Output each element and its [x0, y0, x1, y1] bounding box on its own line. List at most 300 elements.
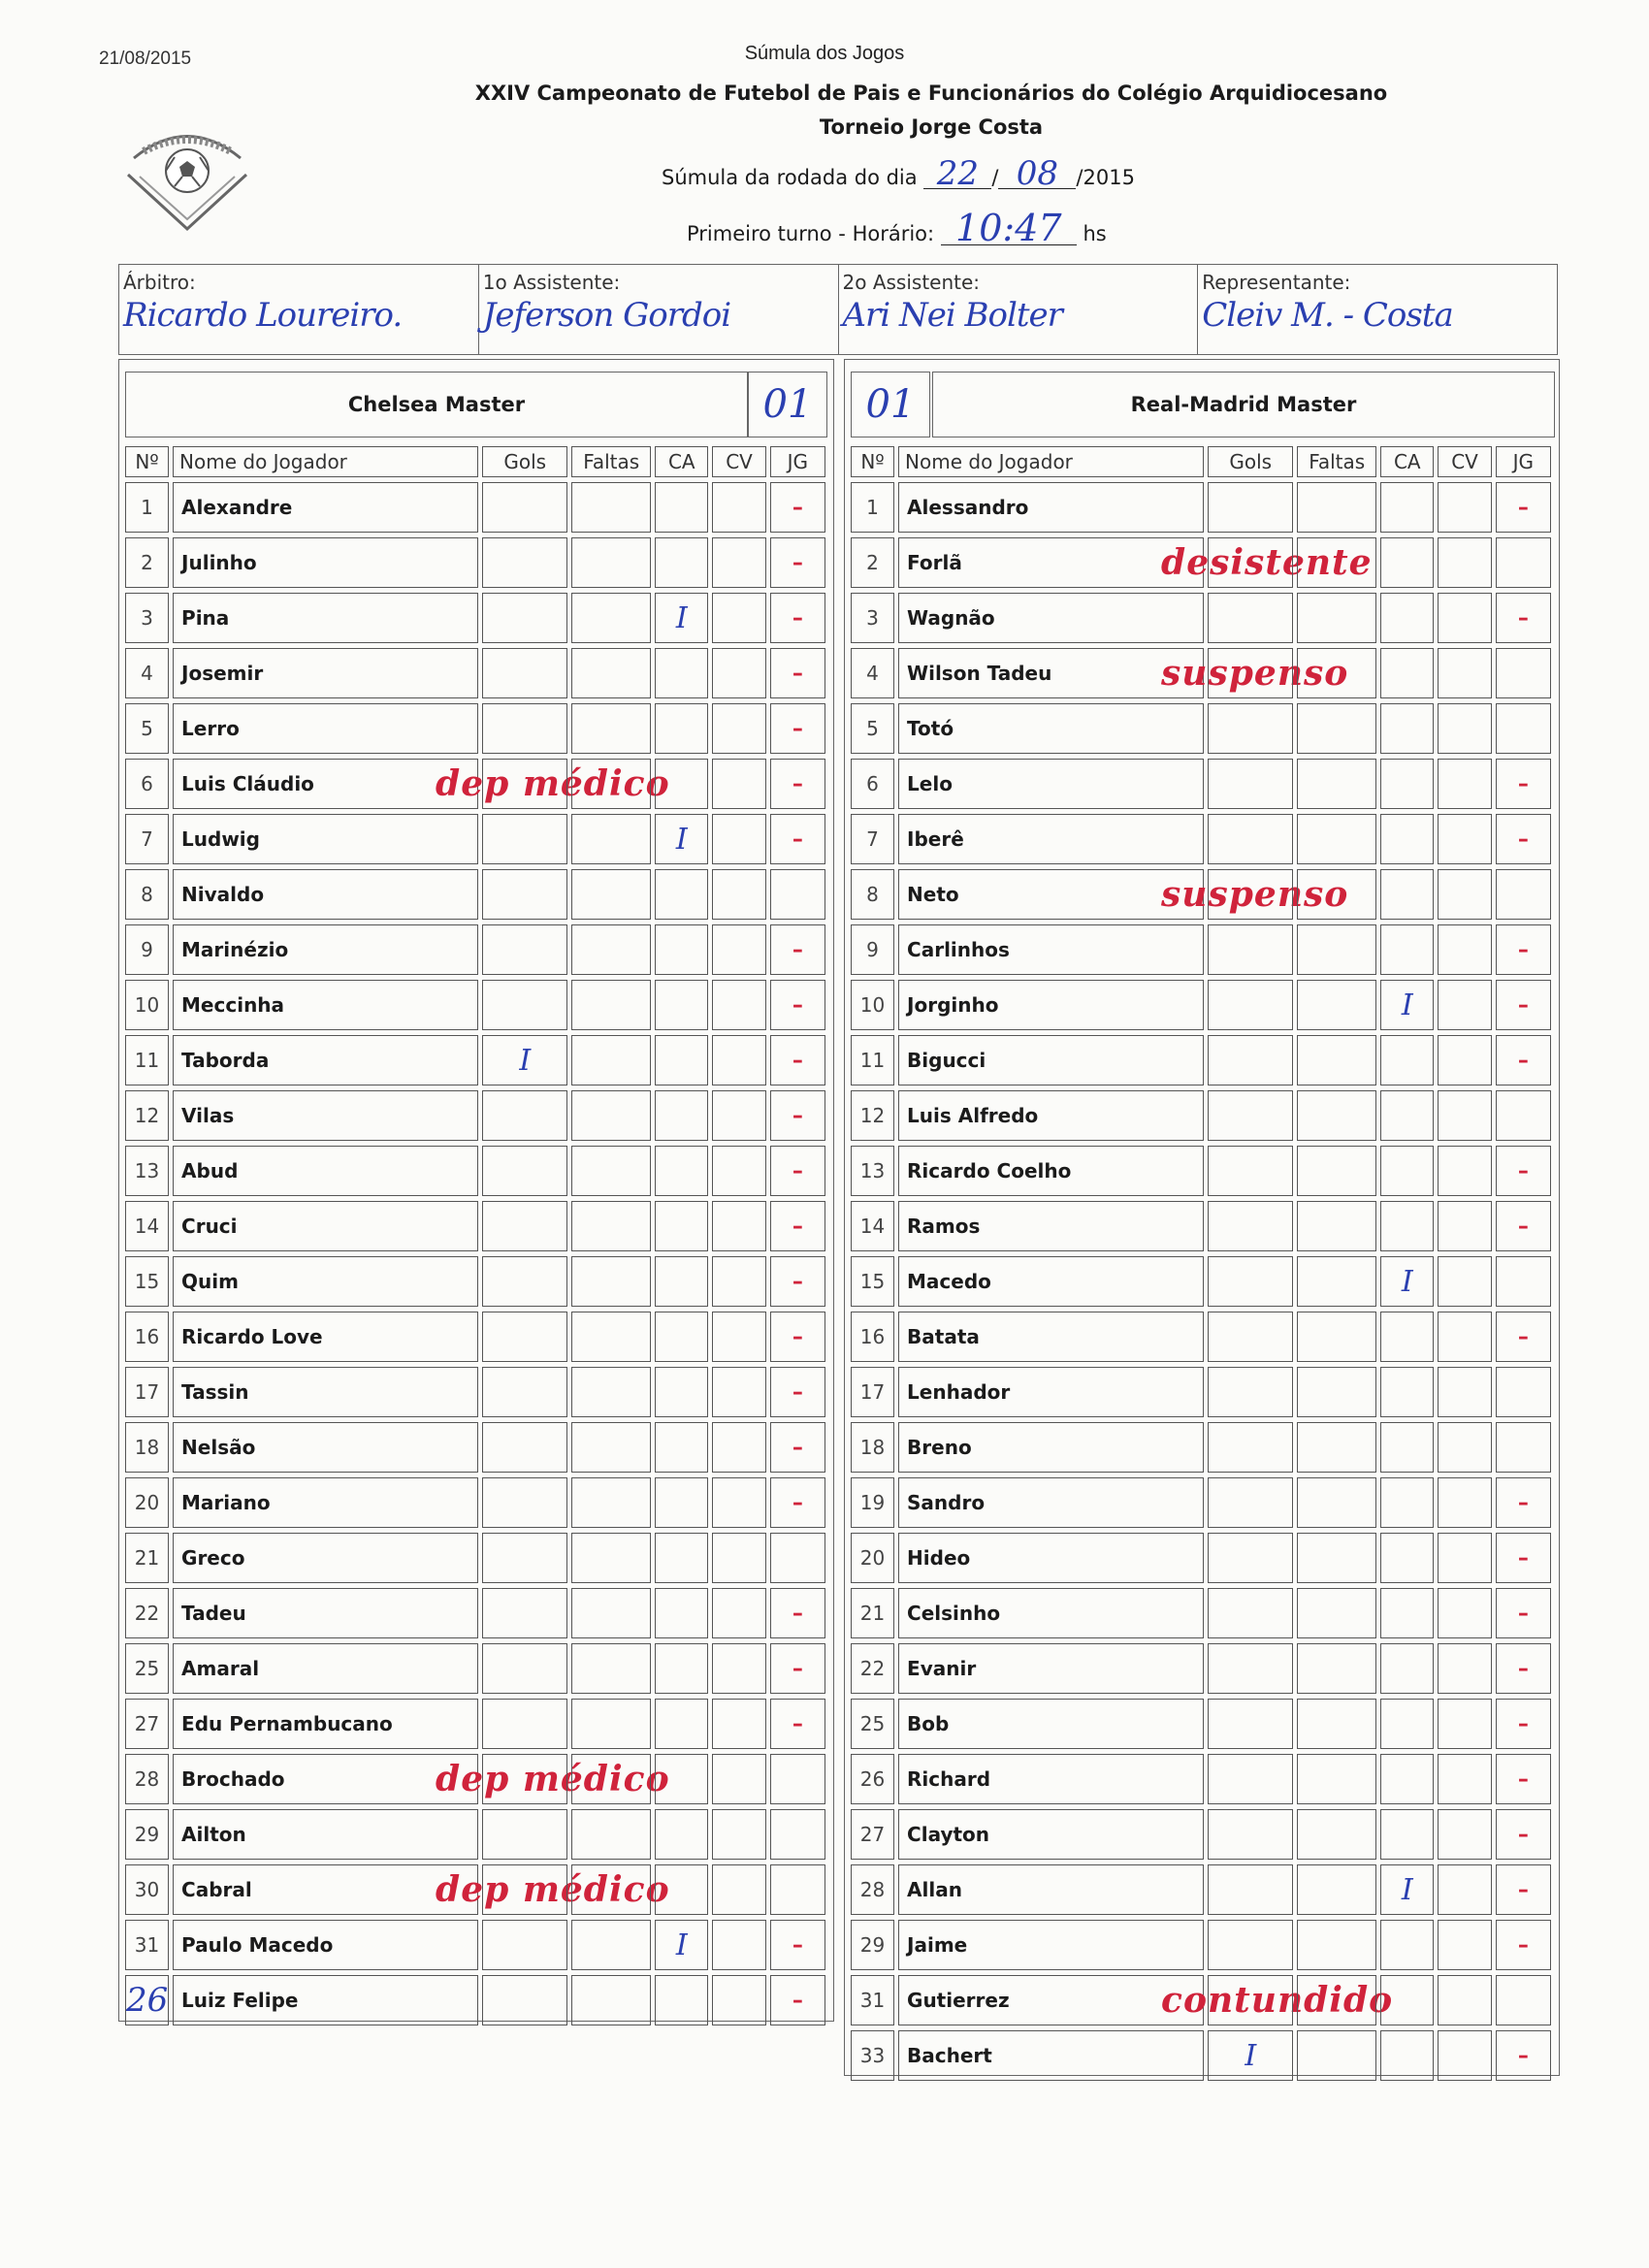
- goals-cell[interactable]: [1208, 1367, 1293, 1417]
- played-cell[interactable]: [1496, 1533, 1551, 1583]
- goals-cell[interactable]: [482, 1146, 567, 1196]
- goals-cell[interactable]: [482, 1477, 567, 1528]
- goals-cell[interactable]: [482, 1588, 567, 1638]
- yellow-card-cell[interactable]: [1380, 703, 1434, 754]
- red-card-cell[interactable]: [1438, 814, 1491, 864]
- goals-cell[interactable]: [482, 648, 567, 698]
- fouls-cell[interactable]: [1297, 1699, 1376, 1749]
- yellow-card-cell[interactable]: [1380, 1920, 1434, 1970]
- goals-cell[interactable]: [482, 1090, 567, 1141]
- played-cell[interactable]: [1496, 1035, 1551, 1085]
- played-cell[interactable]: [1496, 1699, 1551, 1749]
- red-card-cell[interactable]: [712, 703, 765, 754]
- yellow-card-cell[interactable]: [655, 869, 708, 920]
- round-day-field[interactable]: 22: [923, 159, 991, 189]
- played-cell[interactable]: [1496, 1090, 1551, 1141]
- red-card-cell[interactable]: [712, 980, 765, 1030]
- played-cell[interactable]: [770, 1864, 825, 1915]
- yellow-card-cell[interactable]: [1380, 1809, 1434, 1860]
- fouls-cell[interactable]: [1297, 1588, 1376, 1638]
- yellow-card-cell[interactable]: [1380, 482, 1434, 533]
- goals-cell[interactable]: [1208, 1699, 1293, 1749]
- red-card-cell[interactable]: [1438, 1588, 1491, 1638]
- played-cell-value: –: [792, 771, 803, 796]
- fouls-cell[interactable]: [1297, 482, 1376, 533]
- yellow-card-cell[interactable]: [655, 1201, 708, 1251]
- red-card-cell[interactable]: [712, 593, 765, 643]
- goals-cell[interactable]: [1208, 1643, 1293, 1694]
- red-card-cell[interactable]: [1438, 1975, 1491, 2025]
- yellow-card-cell[interactable]: [655, 1256, 708, 1307]
- goals-cell[interactable]: [482, 1643, 567, 1694]
- shift-time-field[interactable]: 10:47: [941, 211, 1077, 245]
- yellow-card-cell[interactable]: [1380, 2030, 1434, 2081]
- yellow-card-cell[interactable]: [655, 1643, 708, 1694]
- goals-cell[interactable]: [482, 814, 567, 864]
- fouls-cell[interactable]: [571, 1588, 651, 1638]
- yellow-card-cell[interactable]: [1380, 1201, 1434, 1251]
- yellow-card-cell[interactable]: [1380, 1477, 1434, 1528]
- red-card-cell[interactable]: [1438, 1367, 1491, 1417]
- yellow-card-cell[interactable]: [1380, 1422, 1434, 1473]
- red-card-cell[interactable]: [712, 1256, 765, 1307]
- played-cell[interactable]: [1496, 1975, 1551, 2025]
- played-cell[interactable]: [770, 759, 825, 809]
- red-card-cell[interactable]: [1438, 2030, 1491, 2081]
- played-cell[interactable]: [1496, 703, 1551, 754]
- red-card-cell[interactable]: [712, 1422, 765, 1473]
- goals-cell[interactable]: [1208, 537, 1293, 588]
- played-cell[interactable]: [770, 1920, 825, 1970]
- played-cell[interactable]: [1496, 814, 1551, 864]
- played-cell[interactable]: [770, 703, 825, 754]
- goals-cell[interactable]: [1208, 1920, 1293, 1970]
- goals-cell[interactable]: [1208, 2030, 1293, 2081]
- red-card-cell[interactable]: [712, 759, 765, 809]
- goals-cell[interactable]: [1208, 1256, 1293, 1307]
- yellow-card-cell[interactable]: [655, 1477, 708, 1528]
- goals-cell[interactable]: [1208, 1477, 1293, 1528]
- yellow-card-cell[interactable]: [1380, 1754, 1434, 1804]
- red-card-cell[interactable]: [1438, 980, 1491, 1030]
- red-card-cell[interactable]: [1438, 1201, 1491, 1251]
- fouls-cell[interactable]: [571, 1367, 651, 1417]
- played-cell[interactable]: [1496, 759, 1551, 809]
- played-cell[interactable]: [770, 1699, 825, 1749]
- home-team-score[interactable]: 01: [748, 372, 827, 437]
- fouls-cell[interactable]: [571, 1699, 651, 1749]
- goals-cell[interactable]: [1208, 980, 1293, 1030]
- played-cell[interactable]: [1496, 482, 1551, 533]
- yellow-card-cell[interactable]: [655, 1035, 708, 1085]
- red-card-cell[interactable]: [1438, 1533, 1491, 1583]
- yellow-card-cell[interactable]: [655, 1588, 708, 1638]
- goals-cell[interactable]: [1208, 1312, 1293, 1362]
- fouls-cell[interactable]: [1297, 1975, 1376, 2025]
- fouls-cell[interactable]: [571, 1920, 651, 1970]
- red-card-cell[interactable]: [712, 1920, 765, 1970]
- fouls-cell[interactable]: [571, 1809, 651, 1860]
- fouls-cell[interactable]: [1297, 1533, 1376, 1583]
- played-cell[interactable]: [770, 1588, 825, 1638]
- red-card-cell[interactable]: [1438, 1643, 1491, 1694]
- yellow-card-cell[interactable]: [655, 1533, 708, 1583]
- played-cell[interactable]: [770, 1975, 825, 2025]
- goals-cell[interactable]: [1208, 703, 1293, 754]
- fouls-cell[interactable]: [571, 1090, 651, 1141]
- yellow-card-cell[interactable]: [1380, 1367, 1434, 1417]
- fouls-cell[interactable]: [1297, 2030, 1376, 2081]
- played-cell[interactable]: [770, 1643, 825, 1694]
- yellow-card-cell[interactable]: [655, 1312, 708, 1362]
- yellow-card-cell[interactable]: [655, 814, 708, 864]
- played-cell-value: –: [792, 1932, 803, 1958]
- yellow-card-cell[interactable]: [1380, 869, 1434, 920]
- goals-cell[interactable]: [1208, 1809, 1293, 1860]
- played-cell[interactable]: [1496, 593, 1551, 643]
- played-cell[interactable]: [770, 1809, 825, 1860]
- red-card-cell[interactable]: [712, 1477, 765, 1528]
- yellow-card-cell[interactable]: [1380, 1588, 1434, 1638]
- played-cell[interactable]: [1496, 1920, 1551, 1970]
- red-card-cell[interactable]: [1438, 648, 1491, 698]
- red-card-cell[interactable]: [1438, 482, 1491, 533]
- played-cell[interactable]: [1496, 648, 1551, 698]
- fouls-cell[interactable]: [571, 869, 651, 920]
- red-card-cell[interactable]: [712, 814, 765, 864]
- goals-cell[interactable]: [1208, 482, 1293, 533]
- played-cell[interactable]: [770, 1533, 825, 1583]
- goals-cell[interactable]: [482, 1809, 567, 1860]
- red-card-cell[interactable]: [1438, 1146, 1491, 1196]
- played-cell-value: –: [1517, 495, 1529, 520]
- yellow-card-cell[interactable]: [1380, 1035, 1434, 1085]
- fouls-cell[interactable]: [1297, 1864, 1376, 1915]
- played-cell[interactable]: [1496, 1643, 1551, 1694]
- yellow-card-cell[interactable]: [1380, 1699, 1434, 1749]
- yellow-card-cell[interactable]: [655, 593, 708, 643]
- fouls-cell[interactable]: [1297, 1035, 1376, 1085]
- red-card-cell[interactable]: [712, 1699, 765, 1749]
- yellow-card-cell[interactable]: [1380, 648, 1434, 698]
- fouls-cell[interactable]: [571, 1422, 651, 1473]
- yellow-card-cell[interactable]: [655, 1422, 708, 1473]
- goals-cell[interactable]: [482, 703, 567, 754]
- yellow-card-cell[interactable]: [655, 759, 708, 809]
- red-card-cell[interactable]: [1438, 869, 1491, 920]
- fouls-cell[interactable]: [571, 593, 651, 643]
- played-cell[interactable]: [770, 1367, 825, 1417]
- fouls-cell[interactable]: [1297, 814, 1376, 864]
- played-cell[interactable]: [1496, 2030, 1551, 2081]
- fouls-cell[interactable]: [1297, 1920, 1376, 1970]
- yellow-card-cell[interactable]: [655, 482, 708, 533]
- red-card-cell[interactable]: [712, 648, 765, 698]
- round-month-field[interactable]: 08: [998, 159, 1076, 189]
- assistant-1-field[interactable]: [479, 265, 839, 354]
- red-card-cell[interactable]: [1438, 1256, 1491, 1307]
- yellow-card-cell[interactable]: [1380, 1256, 1434, 1307]
- goals-cell[interactable]: [1208, 1975, 1293, 2025]
- played-cell[interactable]: [1496, 1146, 1551, 1196]
- red-card-cell[interactable]: [712, 1975, 765, 2025]
- fouls-cell[interactable]: [571, 648, 651, 698]
- yellow-card-cell[interactable]: [655, 924, 708, 975]
- fouls-cell[interactable]: [571, 1256, 651, 1307]
- yellow-card-cell[interactable]: [1380, 1643, 1434, 1694]
- fouls-cell[interactable]: [571, 482, 651, 533]
- red-card-cell[interactable]: [1438, 1035, 1491, 1085]
- yellow-card-cell[interactable]: [655, 1090, 708, 1141]
- yellow-card-cell[interactable]: [655, 1975, 708, 2025]
- fouls-cell[interactable]: [1297, 1312, 1376, 1362]
- yellow-card-cell[interactable]: [655, 1699, 708, 1749]
- red-card-cell[interactable]: [712, 1643, 765, 1694]
- yellow-card-cell[interactable]: [1380, 1533, 1434, 1583]
- yellow-card-cell[interactable]: [655, 648, 708, 698]
- fouls-cell[interactable]: [1297, 1090, 1376, 1141]
- played-cell[interactable]: [1496, 1754, 1551, 1804]
- fouls-cell[interactable]: [1297, 1809, 1376, 1860]
- yellow-card-cell[interactable]: [1380, 814, 1434, 864]
- goals-cell[interactable]: [482, 537, 567, 588]
- fouls-cell[interactable]: [571, 1201, 651, 1251]
- goals-cell[interactable]: [1208, 1035, 1293, 1085]
- goals-cell[interactable]: [482, 980, 567, 1030]
- red-card-cell[interactable]: [712, 1146, 765, 1196]
- yellow-card-cell[interactable]: [1380, 593, 1434, 643]
- goals-cell[interactable]: [482, 1975, 567, 2025]
- red-card-cell[interactable]: [712, 1533, 765, 1583]
- goals-cell[interactable]: [482, 1367, 567, 1417]
- yellow-card-cell[interactable]: [1380, 1975, 1434, 2025]
- fouls-cell[interactable]: [571, 1146, 651, 1196]
- yellow-card-cell[interactable]: [1380, 1090, 1434, 1141]
- goals-cell[interactable]: [1208, 1422, 1293, 1473]
- red-card-cell[interactable]: [712, 482, 765, 533]
- red-card-cell[interactable]: [1438, 593, 1491, 643]
- yellow-card-cell[interactable]: [655, 703, 708, 754]
- fouls-cell[interactable]: [1297, 1643, 1376, 1694]
- away-team-score[interactable]: 01: [851, 372, 930, 437]
- yellow-card-cell[interactable]: [1380, 759, 1434, 809]
- yellow-card-cell[interactable]: [655, 1754, 708, 1804]
- played-cell[interactable]: [770, 1256, 825, 1307]
- yellow-card-cell[interactable]: [1380, 537, 1434, 588]
- assistant-2-field[interactable]: [839, 265, 1199, 354]
- played-cell[interactable]: [1496, 1864, 1551, 1915]
- played-cell[interactable]: [770, 1312, 825, 1362]
- fouls-cell[interactable]: [1297, 1367, 1376, 1417]
- goals-cell[interactable]: [1208, 1533, 1293, 1583]
- yellow-card-cell[interactable]: [655, 1146, 708, 1196]
- played-cell-value: –: [1517, 2043, 1529, 2068]
- goals-cell[interactable]: [1208, 924, 1293, 975]
- fouls-cell[interactable]: [571, 1754, 651, 1804]
- played-cell[interactable]: [770, 924, 825, 975]
- goals-cell[interactable]: [1208, 1090, 1293, 1141]
- played-cell[interactable]: [1496, 1312, 1551, 1362]
- goals-cell[interactable]: [482, 1699, 567, 1749]
- played-cell[interactable]: [1496, 1477, 1551, 1528]
- fouls-cell[interactable]: [571, 1477, 651, 1528]
- red-card-cell[interactable]: [712, 924, 765, 975]
- played-cell-value: –: [792, 716, 803, 741]
- goals-cell[interactable]: [482, 593, 567, 643]
- played-cell[interactable]: [1496, 869, 1551, 920]
- fouls-cell[interactable]: [1297, 593, 1376, 643]
- goals-cell[interactable]: [1208, 1864, 1293, 1915]
- red-card-cell[interactable]: [1438, 1699, 1491, 1749]
- yellow-card-cell[interactable]: [655, 1920, 708, 1970]
- fouls-cell[interactable]: [1297, 1422, 1376, 1473]
- fouls-cell[interactable]: [571, 1864, 651, 1915]
- played-cell[interactable]: [1496, 1809, 1551, 1860]
- played-cell[interactable]: [770, 537, 825, 588]
- fouls-cell[interactable]: [571, 1533, 651, 1583]
- played-cell[interactable]: [770, 980, 825, 1030]
- yellow-card-cell[interactable]: [655, 1864, 708, 1915]
- goals-cell[interactable]: [482, 482, 567, 533]
- goals-cell[interactable]: [482, 1256, 567, 1307]
- red-card-cell[interactable]: [712, 537, 765, 588]
- goals-cell[interactable]: [482, 1201, 567, 1251]
- played-cell[interactable]: [1496, 1256, 1551, 1307]
- fouls-cell[interactable]: [571, 703, 651, 754]
- red-card-cell[interactable]: [712, 1312, 765, 1362]
- goals-cell[interactable]: [1208, 593, 1293, 643]
- goals-cell[interactable]: [1208, 814, 1293, 864]
- played-cell[interactable]: [770, 593, 825, 643]
- red-card-cell[interactable]: [1438, 1090, 1491, 1141]
- fouls-cell[interactable]: [1297, 924, 1376, 975]
- yellow-card-cell[interactable]: [1380, 980, 1434, 1030]
- yellow-card-cell[interactable]: [1380, 1146, 1434, 1196]
- played-cell[interactable]: [770, 869, 825, 920]
- fouls-cell[interactable]: [1297, 537, 1376, 588]
- goals-cell[interactable]: [482, 869, 567, 920]
- yellow-card-cell[interactable]: [1380, 1312, 1434, 1362]
- goals-cell[interactable]: [482, 1312, 567, 1362]
- played-cell[interactable]: [1496, 1367, 1551, 1417]
- red-card-cell[interactable]: [1438, 537, 1491, 588]
- red-card-cell[interactable]: [712, 1201, 765, 1251]
- fouls-cell[interactable]: [571, 814, 651, 864]
- played-cell[interactable]: [1496, 980, 1551, 1030]
- fouls-cell[interactable]: [571, 1643, 651, 1694]
- goals-cell[interactable]: [482, 1533, 567, 1583]
- fouls-cell[interactable]: [1297, 1201, 1376, 1251]
- played-cell[interactable]: [770, 1422, 825, 1473]
- fouls-cell[interactable]: [1297, 703, 1376, 754]
- goals-cell[interactable]: [482, 924, 567, 975]
- fouls-cell[interactable]: [1297, 1146, 1376, 1196]
- goals-cell[interactable]: [482, 1422, 567, 1473]
- goals-cell[interactable]: [1208, 869, 1293, 920]
- red-card-cell[interactable]: [1438, 1809, 1491, 1860]
- fouls-cell[interactable]: [571, 924, 651, 975]
- representative-field[interactable]: [1198, 265, 1557, 354]
- red-card-cell[interactable]: [1438, 1422, 1491, 1473]
- fouls-cell[interactable]: [1297, 869, 1376, 920]
- red-card-cell[interactable]: [712, 1754, 765, 1804]
- goals-cell[interactable]: [482, 1864, 567, 1915]
- red-card-cell[interactable]: [1438, 1864, 1491, 1915]
- fouls-cell[interactable]: [571, 1312, 651, 1362]
- fouls-cell[interactable]: [1297, 1256, 1376, 1307]
- goals-cell[interactable]: [1208, 1146, 1293, 1196]
- played-cell[interactable]: [1496, 1201, 1551, 1251]
- fouls-cell[interactable]: [1297, 980, 1376, 1030]
- red-card-cell[interactable]: [712, 1367, 765, 1417]
- red-card-cell[interactable]: [1438, 1754, 1491, 1804]
- goals-cell[interactable]: [1208, 1201, 1293, 1251]
- played-cell[interactable]: [770, 1477, 825, 1528]
- fouls-cell[interactable]: [1297, 1754, 1376, 1804]
- red-card-cell[interactable]: [1438, 703, 1491, 754]
- played-cell[interactable]: [770, 1035, 825, 1085]
- played-cell[interactable]: [1496, 537, 1551, 588]
- goals-cell[interactable]: [482, 1754, 567, 1804]
- red-card-cell[interactable]: [712, 869, 765, 920]
- goals-cell[interactable]: [1208, 1588, 1293, 1638]
- red-card-cell[interactable]: [712, 1588, 765, 1638]
- fouls-cell[interactable]: [571, 537, 651, 588]
- yellow-card-cell[interactable]: [655, 1809, 708, 1860]
- red-card-cell[interactable]: [1438, 1312, 1491, 1362]
- goals-cell[interactable]: [1208, 648, 1293, 698]
- played-cell[interactable]: [1496, 1588, 1551, 1638]
- yellow-card-cell[interactable]: [1380, 924, 1434, 975]
- yellow-card-cell[interactable]: [655, 980, 708, 1030]
- yellow-card-cell[interactable]: [655, 537, 708, 588]
- fouls-cell[interactable]: [1297, 1477, 1376, 1528]
- referee-field[interactable]: [119, 265, 479, 354]
- goals-cell[interactable]: [1208, 759, 1293, 809]
- played-cell[interactable]: [770, 1201, 825, 1251]
- red-card-cell[interactable]: [1438, 1477, 1491, 1528]
- played-cell[interactable]: [1496, 1422, 1551, 1473]
- red-card-cell[interactable]: [712, 1090, 765, 1141]
- yellow-card-cell[interactable]: [1380, 1864, 1434, 1915]
- red-card-cell[interactable]: [1438, 759, 1491, 809]
- fouls-cell[interactable]: [1297, 648, 1376, 698]
- played-cell[interactable]: [770, 1146, 825, 1196]
- played-cell[interactable]: [770, 1090, 825, 1141]
- goals-cell[interactable]: [482, 759, 567, 809]
- fouls-cell[interactable]: [1297, 759, 1376, 809]
- red-card-cell[interactable]: [712, 1809, 765, 1860]
- goals-cell[interactable]: [482, 1920, 567, 1970]
- yellow-card-cell[interactable]: [655, 1367, 708, 1417]
- played-cell[interactable]: [770, 482, 825, 533]
- red-card-cell[interactable]: [712, 1035, 765, 1085]
- fouls-cell[interactable]: [571, 759, 651, 809]
- red-card-cell[interactable]: [1438, 1920, 1491, 1970]
- played-cell[interactable]: [1496, 924, 1551, 975]
- played-cell[interactable]: [770, 814, 825, 864]
- played-cell-value: –: [792, 992, 803, 1018]
- fouls-cell[interactable]: [571, 1035, 651, 1085]
- played-cell[interactable]: [770, 1754, 825, 1804]
- goals-cell[interactable]: [1208, 1754, 1293, 1804]
- goals-cell[interactable]: [482, 1035, 567, 1085]
- played-cell[interactable]: [770, 648, 825, 698]
- red-card-cell[interactable]: [712, 1864, 765, 1915]
- fouls-cell[interactable]: [571, 1975, 651, 2025]
- red-card-cell[interactable]: [1438, 924, 1491, 975]
- fouls-cell[interactable]: [571, 980, 651, 1030]
